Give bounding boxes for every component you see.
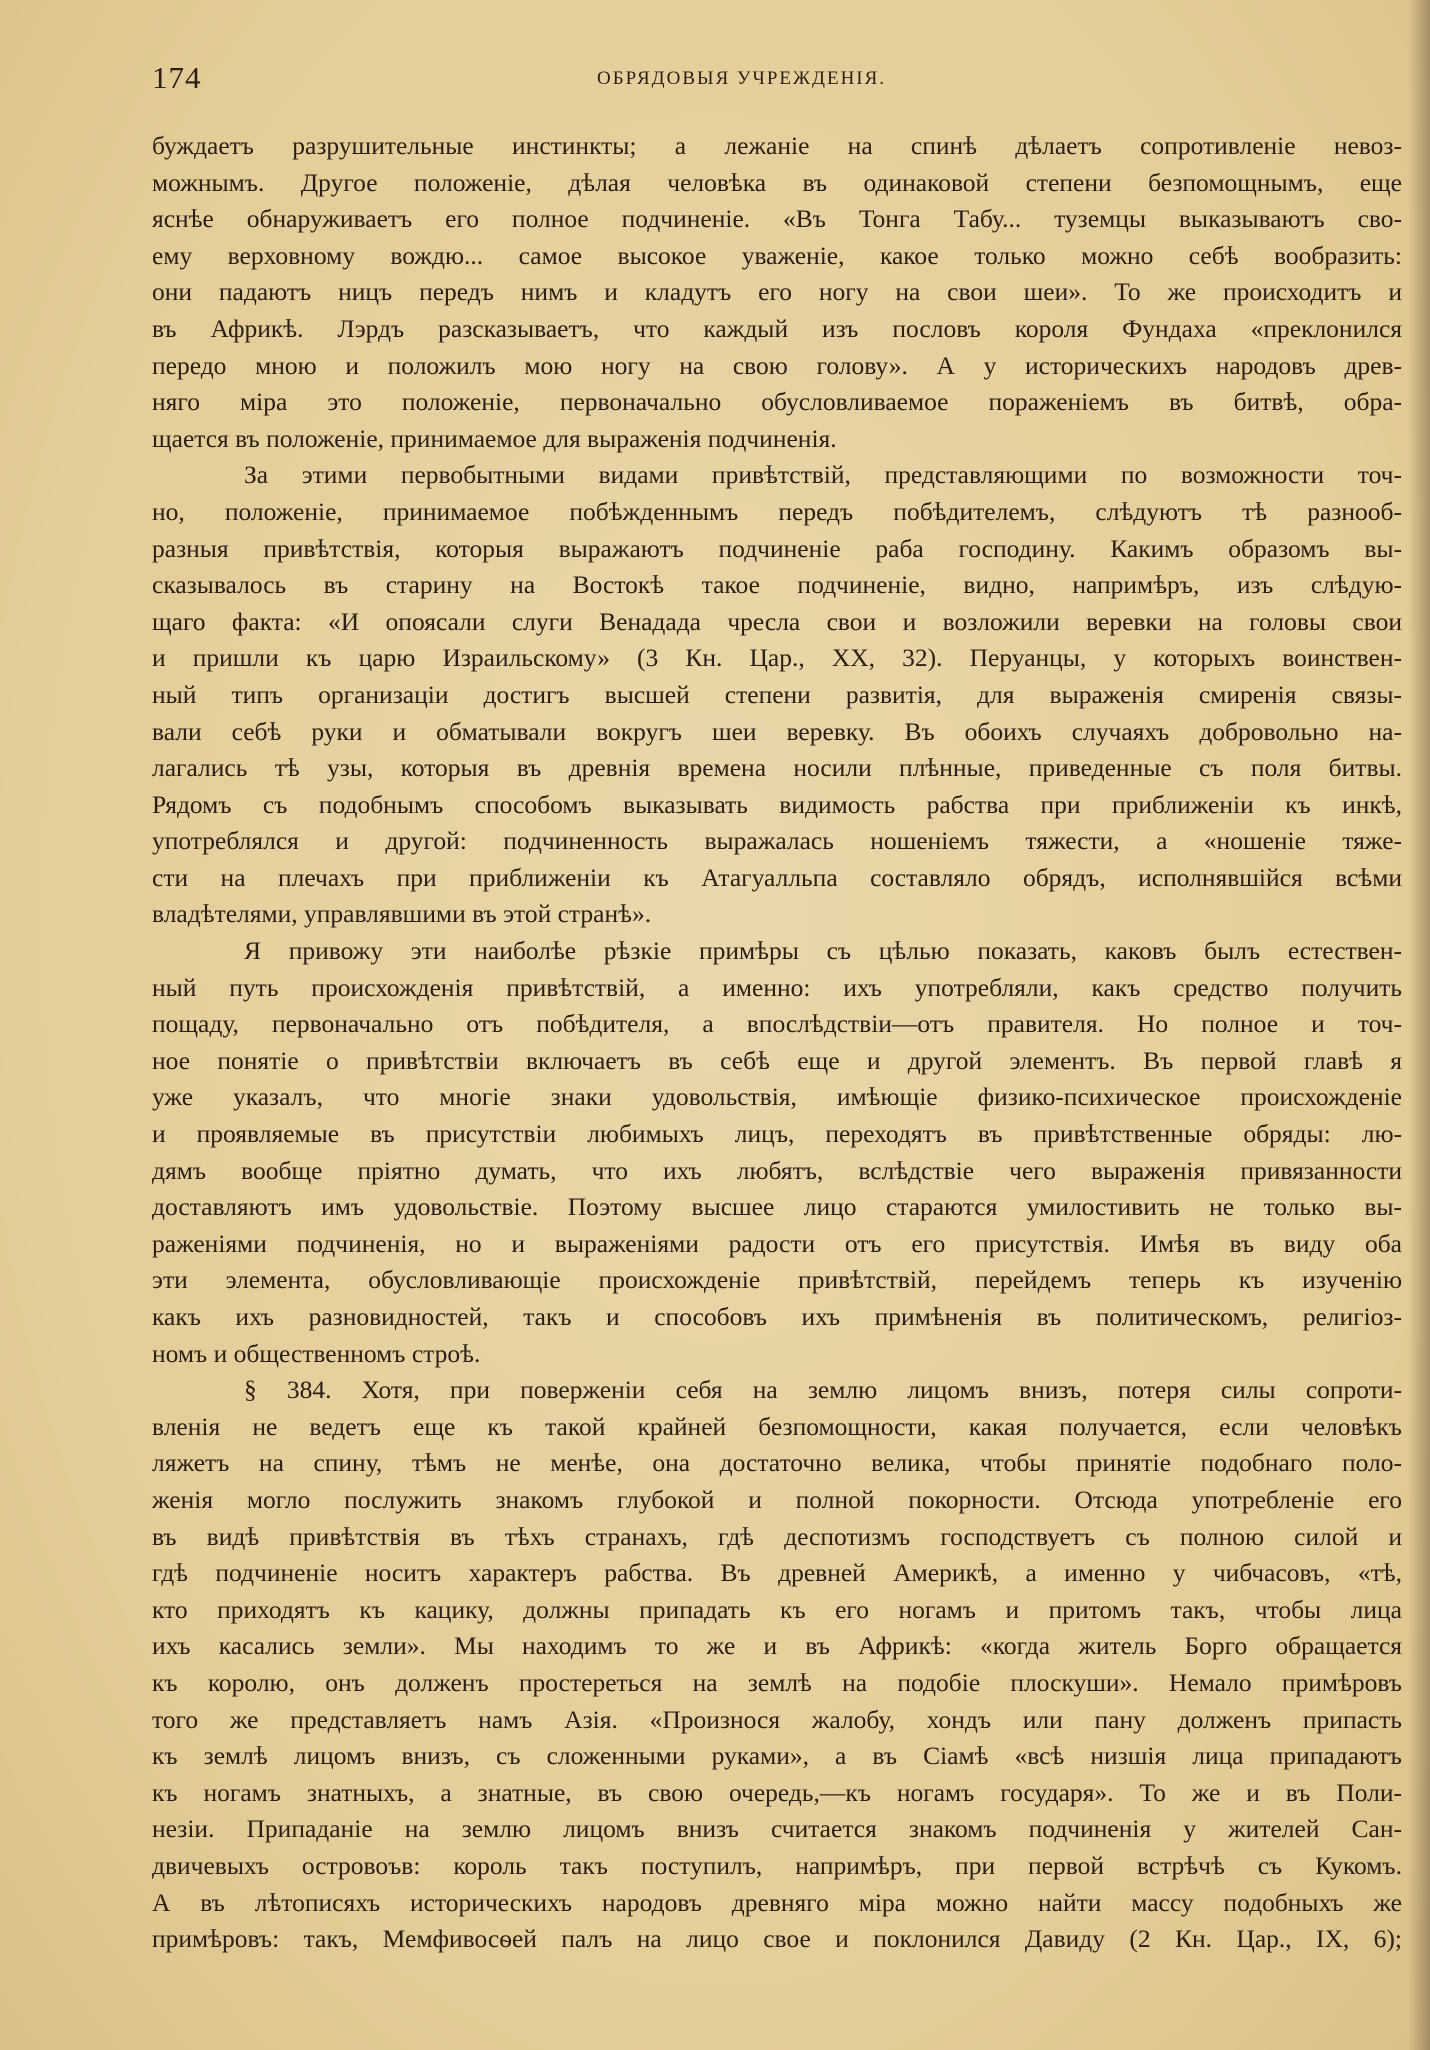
text-line: яснѣе обнаруживаетъ его полное подчиненіе. «Въ Тонга Табу... туземцы выказываютъ сво- — [152, 204, 1402, 234]
text-line: ный путь происхожденія привѣтствій, а именно: ихъ употребляли, какъ средство получить — [152, 972, 1402, 1002]
text-line: въ видѣ привѣтствія въ тѣхъ странахъ, гдѣ деспотизмъ господствуетъ съ полною силой и — [152, 1521, 1402, 1551]
running-head — [152, 60, 1402, 100]
text-line: эти элемента, обусловливающіе происхожденіе привѣтствій, перейдемъ теперь къ изученію — [152, 1265, 1402, 1295]
text-line: можнымъ. Другое положеніе, дѣлая человѣка въ одинаковой степени безпомощнымъ, еще — [152, 167, 1402, 197]
text-line: женія могло послужить знакомъ глубокой и полной покорности. Отсюда употребленіе его — [152, 1484, 1402, 1514]
text-line: сти на плечахъ при приближеніи къ Атагуалльпа составляло обрядъ, исполнявшійся всѣми — [152, 862, 1402, 892]
text-line: и пришли къ царю Израильскому» (3 Кн. Цар., XX, 32). Перуанцы, у которыхъ воинствен- — [152, 643, 1402, 673]
text-line: буждаетъ разрушительные инстинкты; а лежаніе на спинѣ дѣлаетъ сопротивленіе невоз- — [152, 131, 1402, 160]
text-line: сказывалось въ старину на Востокѣ такое подчиненіе, видно, напримѣръ, изъ слѣдую- — [152, 570, 1402, 600]
text-line: незіи. Припаданіе на землю лицомъ внизъ считается знакомъ подчиненія у жителей Сан- — [152, 1814, 1402, 1844]
text-line: щаго факта: «И опоясали слуги Венадада чресла свои и возложили веревки на головы свои — [152, 606, 1402, 636]
text-line: владѣтелями, управлявшими въ этой странѣ». — [152, 899, 652, 929]
text-line: вали себѣ руки и обматывали вокругъ шеи веревку. Въ обоихъ случаяхъ добровольно на- — [152, 716, 1402, 746]
text-line: уже указалъ, что многіе знаки удовольствія, имѣющіе физико-психическое происхожденіе — [152, 1082, 1402, 1112]
text-line: вленія не ведетъ еще къ такой крайней безпомощности, какая получается, если человѣкъ — [152, 1411, 1402, 1441]
text-line: ный типъ организаціи достигъ высшей степени развитія, для выраженія смиренія связы- — [152, 679, 1402, 709]
text-line: того же представляетъ намъ Азія. «Произнося жалобу, хондъ или пану долженъ припасть — [152, 1704, 1402, 1734]
text-line: Рядомъ съ подобнымъ способомъ выказывать видимость рабства при приближеніи къ инкѣ, — [152, 789, 1402, 819]
text-line: няго міра это положеніе, первоначально обусловливаемое пораженіемъ въ битвѣ, обра- — [152, 387, 1402, 417]
text-line: употреблялся и другой: подчиненность выражалась ношеніемъ тяжести, а «ношеніе тяже- — [152, 826, 1402, 856]
page-edge-shadow — [1408, 0, 1430, 2050]
text-line: какъ ихъ разновидностей, такъ и способовъ ихъ примѣненія въ политическомъ, религіоз- — [152, 1302, 1402, 1331]
text-line: примѣровъ: такъ, Мемфивосѳей палъ на лицо свое и поклонился Давиду (2 Кн. Цар., IX, 6); — [152, 1924, 1402, 1954]
text-line: къ королю, онъ долженъ простереться на землѣ на подобіе плоскуши». Немало примѣровъ — [152, 1667, 1402, 1697]
text-line: къ землѣ лицомъ внизъ, съ сложенными руками», а въ Сіамѣ «всѣ низшія лица припадаютъ — [152, 1741, 1402, 1771]
text-line: § 384. Хотя, при поверженіи себя на землю лицомъ внизъ, потеря силы сопроти- — [244, 1375, 1402, 1405]
text-line: пощаду, первоначально отъ побѣдителя, а впослѣдствіи—отъ правителя. Но полное и точ- — [152, 1009, 1402, 1039]
text-line: ихъ касались земли». Мы находимъ то же и въ Африкѣ: «когда житель Борго обращается — [152, 1631, 1402, 1661]
text-line: доставляютъ имъ удовольствіе. Поэтому высшее лицо стараются умилостивить не только вы- — [152, 1192, 1402, 1222]
text-line: номъ и общественномъ строѣ. — [152, 1338, 481, 1368]
text-line: раженіями подчиненія, но и выраженіями радости отъ его присутствія. Имѣя въ виду оба — [152, 1228, 1402, 1258]
text-line: кто приходятъ къ кацику, должны припадать къ его ногамъ и притомъ такъ, чтобы лица — [152, 1594, 1402, 1624]
text-line: ему верховному вождю... самое высокое уваженіе, какое только можно себѣ вообразить: — [152, 240, 1402, 270]
text-line: лагались тѣ узы, которыя въ древнія времена носили плѣнные, приведенные съ поля битвы. — [152, 753, 1402, 783]
running-title: ОБРЯДОВЫЯ УЧРЕЖДЕНІЯ. — [597, 68, 887, 89]
text-line: ное понятіе о привѣтствіи включаетъ въ себѣ еще и другой элементъ. Въ первой главѣ я — [152, 1045, 1402, 1075]
text-line: въ Африкѣ. Лэрдъ разсказываетъ, что каждый изъ пословъ короля Фундаха «преклонился — [152, 313, 1402, 343]
page-number: 174 — [152, 60, 202, 95]
text-line: разныя привѣтствія, которыя выражаютъ подчиненіе раба господину. Какимъ образомъ вы- — [152, 533, 1402, 563]
text-line: Я привожу эти наиболѣе рѣзкіе примѣры съ цѣлью показать, каковъ былъ естествен- — [244, 936, 1402, 966]
text-line: къ ногамъ знатныхъ, а знатные, въ свою очередь,—къ ногамъ государя». То же и въ Поли- — [152, 1777, 1402, 1807]
text-line: ляжетъ на спину, тѣмъ не менѣе, она достаточно велика, чтобы принятіе подобнаго поло- — [152, 1448, 1402, 1478]
text-line: они падаютъ ницъ передъ нимъ и кладутъ его ногу на свои шеи». То же происходитъ и — [152, 277, 1402, 307]
text-line: двичевыхъ островоъв: король такъ поступилъ, напримѣръ, при первой встрѣчѣ съ Кукомъ. — [152, 1850, 1402, 1880]
text-line: За этими первобытными видами привѣтствій, представляющими по возможности точ- — [244, 460, 1402, 490]
text-line: А въ лѣтописяхъ историческихъ народовъ древняго міра можно найти массу подобныхъ же — [152, 1887, 1402, 1917]
text-line: передо мною и положилъ мою ногу на свою голову». А у историческихъ народовъ древ- — [152, 350, 1402, 380]
text-line: и проявляемые въ присутствіи любимыхъ лицъ, переходятъ въ привѣтственные обряды: лю- — [152, 1119, 1402, 1149]
text-line: гдѣ подчиненіе носитъ характеръ рабства. Въ древней Америкѣ, а именно у чибчасовъ, «тѣ, — [152, 1558, 1402, 1588]
text-line: щается въ положеніе, принимаемое для выраженія подчиненія. — [152, 423, 837, 453]
body-text — [152, 128, 1402, 1958]
text-line: но, положеніе, принимаемое побѣжденнымъ передъ побѣдителемъ, слѣдуютъ тѣ разнооб- — [152, 496, 1402, 526]
text-line: дямъ вообще пріятно думать, что ихъ любятъ, вслѣдствіе чего выраженія привязанности — [152, 1155, 1402, 1185]
